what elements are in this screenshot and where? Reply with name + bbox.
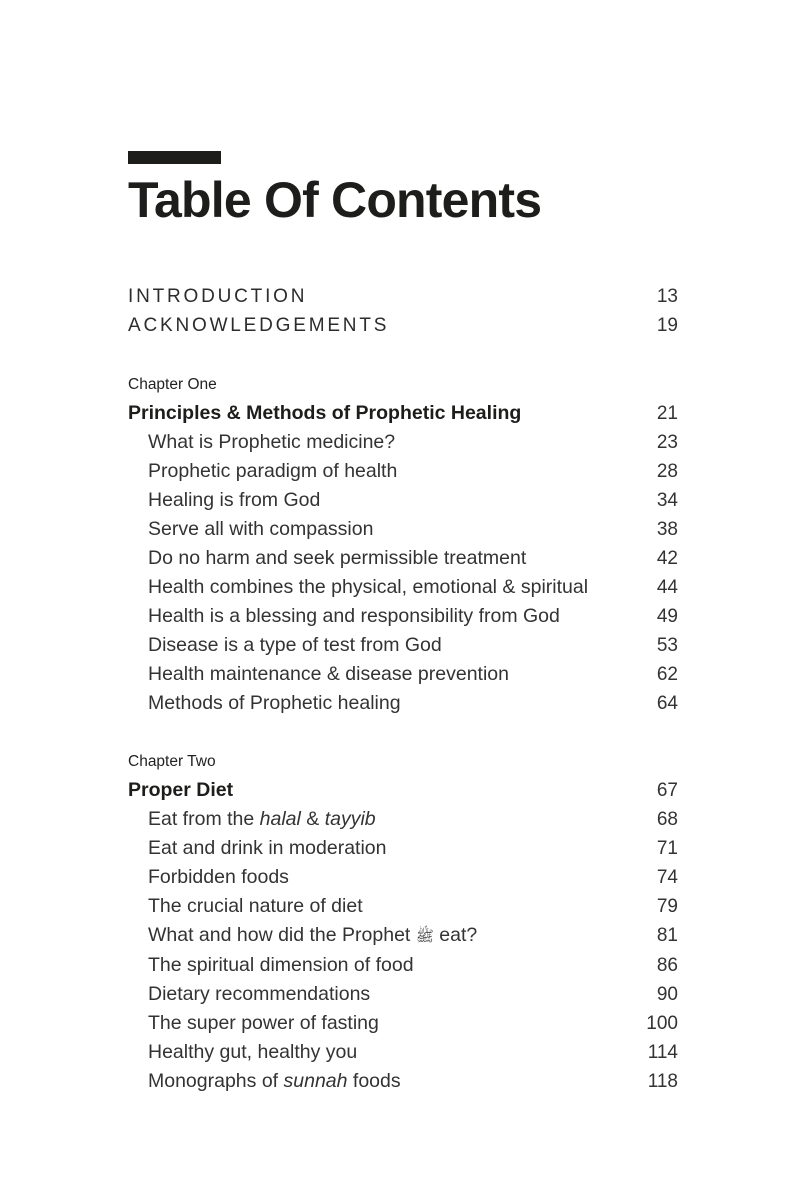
toc-item-label: Forbidden foods [148, 866, 289, 888]
toc-item [128, 921, 678, 951]
toc-item-label: Dietary recommendations [148, 983, 371, 1005]
toc-item [128, 428, 678, 457]
page-title: Table Of Contents [128, 172, 542, 228]
toc-item-label: The crucial nature of diet [148, 895, 363, 917]
toc-item [128, 980, 678, 1009]
toc-item-page: 71 [656, 838, 678, 859]
toc-item-label: Do no harm and seek permissible treatment [148, 547, 527, 569]
toc-item-page: 44 [656, 577, 678, 598]
toc-content [128, 0, 678, 1096]
toc-item-page: 86 [656, 955, 678, 976]
toc-item-page: 64 [656, 693, 678, 714]
toc-item [128, 1009, 678, 1038]
toc-item [128, 805, 678, 834]
chapters-list [128, 370, 678, 1096]
chapter-title: Principles & Methods of Prophetic Healing [128, 402, 522, 424]
toc-item-page: 81 [656, 925, 678, 946]
toc-item-label: Methods of Prophetic healing [148, 692, 401, 714]
toc-item-page: 90 [656, 984, 678, 1005]
toc-item-page: 34 [656, 490, 678, 511]
chapter-page: 21 [656, 403, 678, 424]
chapter-section [128, 747, 678, 1096]
chapter-title: Proper Diet [128, 779, 234, 801]
toc-item-label: What and how did the Prophet ﷺ eat? [148, 924, 478, 946]
toc-item-label: What is Prophetic medicine? [148, 431, 396, 453]
chapter-eyebrow: Chapter One [128, 376, 217, 393]
toc-item [128, 573, 678, 602]
toc-entry-page: 19 [656, 315, 678, 336]
toc-item-label: Health combines the physical, emotional & spiritual [148, 576, 589, 598]
toc-item-label: Health is a blessing and responsibility from God [148, 605, 560, 627]
chapter-eyebrow: Chapter Two [128, 753, 216, 770]
toc-item-page: 100 [646, 1013, 678, 1034]
toc-entry-page: 13 [656, 286, 678, 307]
toc-item-label: Health maintenance & disease prevention [148, 663, 509, 685]
toc-item-page: 62 [656, 664, 678, 685]
toc-item-page: 53 [656, 635, 678, 656]
toc-item-label: Healthy gut, healthy you [148, 1041, 358, 1063]
toc-item-page: 114 [647, 1042, 678, 1063]
chapter-items [128, 428, 678, 718]
toc-item-label: Healing is from God [148, 489, 321, 511]
toc-item-page: 49 [656, 606, 678, 627]
toc-item [128, 1038, 678, 1067]
toc-entry [128, 282, 678, 311]
toc-item [128, 834, 678, 863]
toc-item-label: Disease is a type of test from God [148, 634, 442, 656]
chapter-page: 67 [656, 780, 678, 801]
chapter-title-row [128, 776, 678, 805]
prophet-honorific-glyph: ﷺ [415, 928, 434, 945]
toc-item [128, 1067, 678, 1096]
toc-item [128, 863, 678, 892]
toc-item-page: 42 [656, 548, 678, 569]
toc-item-page: 23 [656, 432, 678, 453]
title-rule [128, 151, 221, 164]
toc-item-label: The super power of fasting [148, 1012, 379, 1034]
chapter-section [128, 370, 678, 718]
toc-item [128, 544, 678, 573]
toc-item-label: Eat and drink in moderation [148, 837, 387, 859]
toc-item-page: 68 [656, 809, 678, 830]
chapter-items [128, 805, 678, 1096]
toc-item-page: 118 [647, 1071, 678, 1092]
front-matter-list [128, 282, 678, 340]
toc-item [128, 951, 678, 980]
toc-item-label: Eat from the halal & tayyib [148, 808, 376, 830]
toc-entry [128, 311, 678, 340]
toc-item [128, 486, 678, 515]
chapter-title-row [128, 399, 678, 428]
toc-item [128, 602, 678, 631]
toc-item-label: Serve all with compassion [148, 518, 374, 540]
toc-item [128, 631, 678, 660]
toc-item-label: The spiritual dimension of food [148, 954, 414, 976]
toc-entry-label: INTRODUCTION [128, 286, 308, 307]
toc-item-page: 74 [656, 867, 678, 888]
toc-item-label: Prophetic paradigm of health [148, 460, 398, 482]
toc-item-page: 28 [656, 461, 678, 482]
toc-item [128, 660, 678, 689]
toc-item-page: 79 [656, 896, 678, 917]
toc-item-label: Monographs of sunnah foods [148, 1070, 401, 1092]
toc-item [128, 892, 678, 921]
toc-entry-label: ACKNOWLEDGEMENTS [128, 315, 390, 336]
toc-item [128, 515, 678, 544]
toc-item [128, 457, 678, 486]
toc-item [128, 689, 678, 718]
toc-item-page: 38 [656, 519, 678, 540]
